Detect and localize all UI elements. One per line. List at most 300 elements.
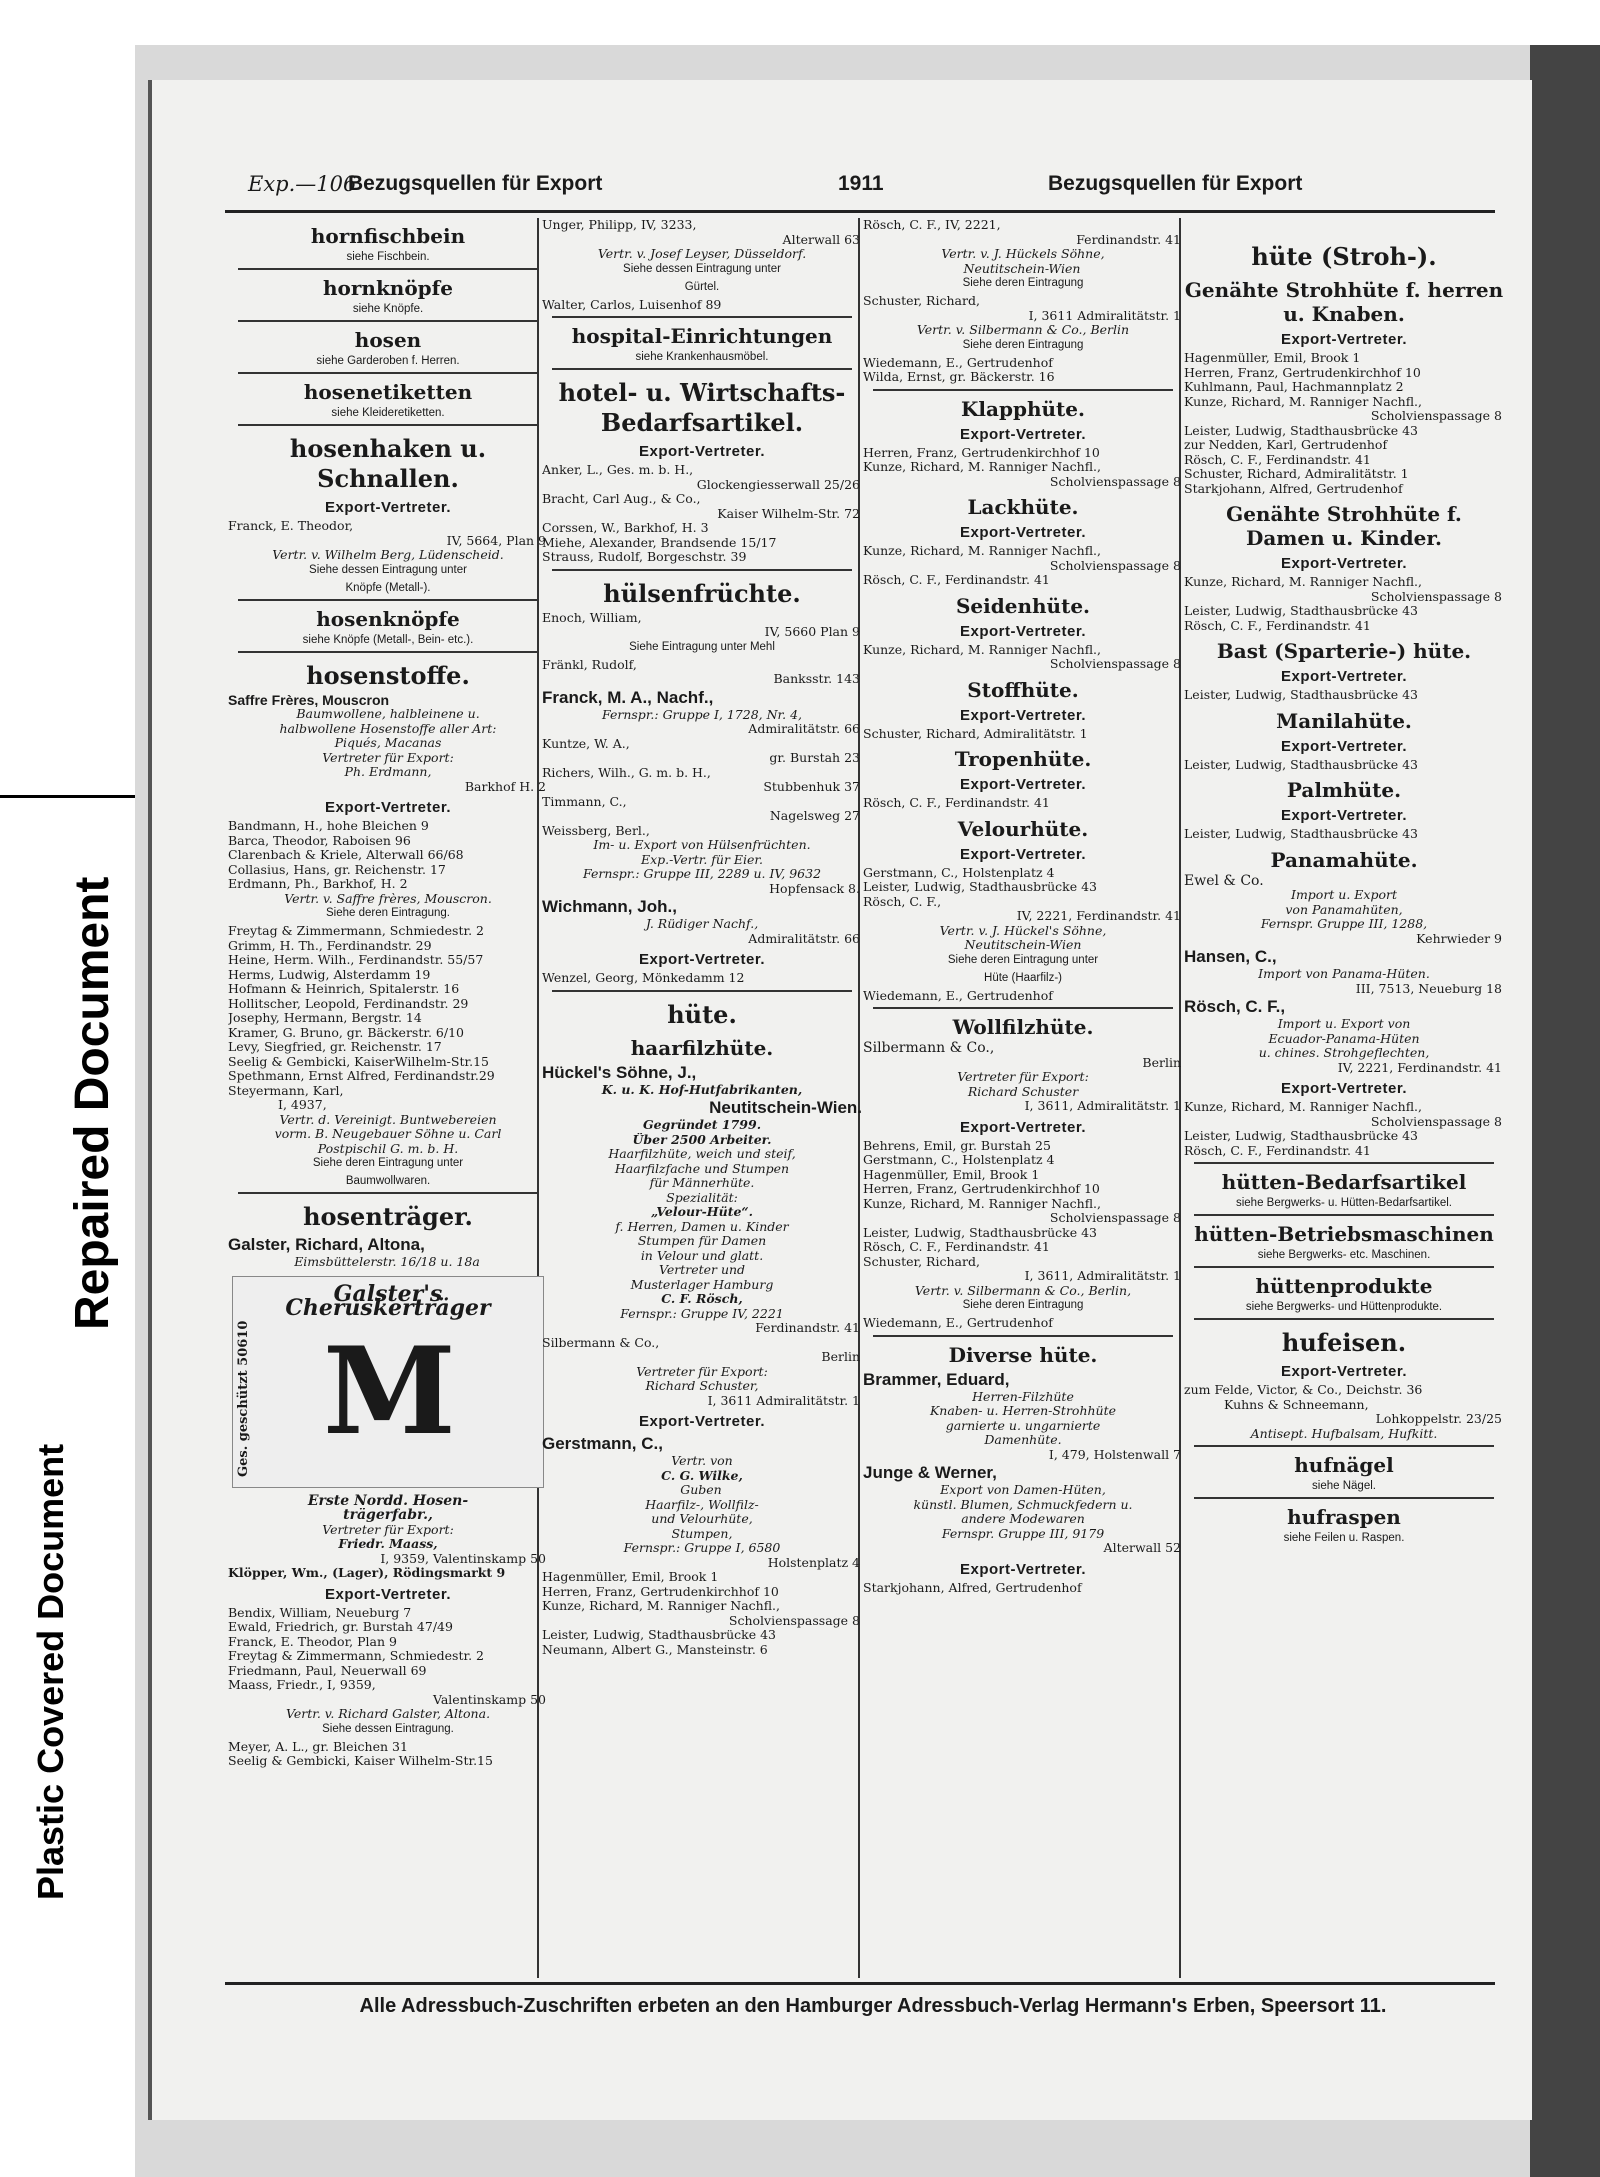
entry-line: Vertreter für Export: — [322, 750, 454, 765]
subheading: Export-Vertreter. — [1280, 1363, 1408, 1380]
entry-line: I, 9359, Valentinskamp 50 — [380, 1551, 546, 1566]
entry-line: Ph. Erdmann, — [344, 765, 432, 779]
entry-line: Rösch, C. F., IV, 2221, — [863, 218, 1001, 232]
entry-line: und Velourhüte, — [651, 1512, 753, 1526]
entry-line: Scholvienspassage 8 — [1370, 589, 1502, 604]
subheading: Export-Vertreter. — [959, 524, 1087, 541]
entry-line: Gerstmann, C., — [542, 1434, 663, 1453]
entry-line: Leister, Ludwig, Stadthausbrücke 43 — [863, 880, 1097, 894]
cross-reference: siehe Bergwerks- u. Hütten-Bedarfsartikel. — [1235, 1197, 1453, 1209]
entry-line: I, 3611 Admiralitätstr. 1 — [1028, 308, 1181, 323]
section-heading: Klapphüte. — [961, 396, 1085, 421]
entry-line: Behrens, Emil, gr. Burstah 25 — [863, 1138, 1051, 1153]
entry-line: Siehe dessen Eintragung unter — [623, 262, 781, 275]
section-heading: Velourhüte. — [957, 816, 1089, 841]
entry-line: Valentinskamp 50 — [432, 1692, 546, 1707]
entry-line: Siehe deren Eintragung unter — [947, 953, 1099, 966]
section-rule — [552, 316, 852, 318]
entry-line: Seelig & Gembicki, Kaiser Wilhelm-Str.15 — [228, 1754, 493, 1768]
section-heading: Tropenhüte. — [954, 747, 1092, 771]
entry-line: Vertr. von — [671, 1454, 733, 1468]
entry-line: Import u. Export von — [1277, 1017, 1411, 1031]
entry-line: Josephy, Hermann, Bergstr. 14 — [228, 1011, 422, 1025]
subheading: Export-Vertreter. — [959, 1118, 1087, 1136]
entry-line: Scholvienspassage 8 — [1370, 409, 1502, 423]
entry-line: Holstenplatz 4 — [767, 1555, 860, 1570]
entry-line: Kuhlmann, Paul, Hachmannplatz 2 — [1184, 380, 1404, 394]
section-rule — [1194, 1497, 1494, 1499]
entry-line: Leister, Ludwig, Stadthausbrücke 43 — [1184, 688, 1418, 702]
entry-line: Piqués, Macanas — [334, 736, 442, 750]
entry-line: Seelig & Gembicki, KaiserWilhelm-Str.15 — [228, 1054, 489, 1069]
entry-line: Scholvienspassage 8 — [1049, 558, 1181, 573]
header-title-left: Bezugsquellen für Export — [348, 172, 603, 195]
section-rule — [238, 1192, 538, 1194]
entry-line: Hückel's Söhne, J., — [542, 1062, 697, 1082]
entry-line: Kunze, Richard, M. Ranniger Nachfl., — [542, 1599, 781, 1613]
section-heading: hufnägel — [1294, 1453, 1394, 1477]
entry-line: Kunze, Richard, M. Ranniger Nachfl., — [1184, 575, 1423, 589]
entry-line: Silbermann & Co., — [863, 1041, 995, 1056]
cross-reference: siehe Krankenhausmöbel. — [635, 351, 769, 363]
entry-line: Leister, Ludwig, Stadthausbrücke 43 — [1184, 423, 1418, 438]
entry-line: Glockengiesserwall 25/26 — [696, 477, 860, 492]
cross-reference: siehe Garderoben f. Herren. — [316, 355, 460, 367]
cross-reference: siehe Kleideretiketten. — [331, 407, 445, 419]
entry-line: Unger, Philipp, IV, 3233, — [542, 218, 697, 232]
entry-line: Hagenmüller, Emil, Brook 1 — [542, 1570, 719, 1584]
entry-line: halbwollene Hosenstoffe aller Art: — [279, 721, 497, 736]
entry-line: Weissberg, Berl., — [542, 823, 650, 838]
section-heading: hosenhaken u. Schnallen. — [289, 434, 487, 493]
subheading: Export-Vertreter. — [1280, 555, 1408, 572]
entry-line: Neutitschein-Wien. — [709, 1098, 862, 1117]
entry-line: Strauss, Rudolf, Borgeschstr. 39 — [542, 550, 747, 564]
entry-line: Siehe dessen Eintragung unter — [309, 563, 467, 576]
entry-line: Saffre Frères, Mouscron — [228, 692, 390, 707]
section-rule — [238, 268, 538, 270]
entry-line: Berlin — [1142, 1055, 1181, 1070]
section-rule — [238, 651, 538, 653]
entry-line: Rösch, C. F., Ferdinandstr. 41 — [1184, 618, 1371, 633]
entry-line: Stumpen, — [671, 1526, 733, 1541]
section-heading: Stoffhüte. — [967, 677, 1079, 702]
entry-line: Baumwollwaren. — [345, 1175, 431, 1187]
entry-line: Kuntze, W. A., — [542, 736, 630, 751]
entry-line: Alterwall 63 — [782, 232, 860, 247]
entry-line: Bandmann, H., hohe Bleichen 9 — [228, 819, 429, 833]
entry-line: Schuster, Richard, — [863, 294, 980, 308]
entry-line: Anker, L., Ges. m. b. H., — [542, 463, 694, 477]
entry-line: Lohkoppelstr. 23/25 — [1375, 1412, 1502, 1426]
cross-reference: siehe Knöpfe. — [352, 303, 424, 315]
entry-line: für Männerhüte. — [649, 1176, 755, 1190]
section-heading: Manilahüte. — [1276, 708, 1412, 733]
entry-line: Eimsbüttelerstr. 16/18 u. 18a — [294, 1255, 480, 1269]
section-heading: hosenetiketten — [303, 380, 473, 404]
cross-reference: siehe Knöpfe (Metall-, Bein- etc.). — [302, 633, 474, 646]
entry-line: Richard Schuster — [967, 1084, 1079, 1099]
entry-line: Vertreter für Export: — [957, 1070, 1089, 1084]
entry-line: Herren, Franz, Gertrudenkirchhof 10 — [1184, 365, 1421, 380]
entry-line: Galster, Richard, Altona, — [228, 1235, 425, 1254]
section-heading: hornknöpfe — [322, 276, 453, 300]
entry-line: Franck, M. A., Nachf., — [542, 687, 714, 707]
entry-line: Silbermann & Co., — [542, 1335, 660, 1350]
entry-line: Hagenmüller, Emil, Brook 1 — [1184, 351, 1361, 365]
entry-line: Junge & Werner, — [863, 1463, 997, 1482]
entry-line: Bendix, William, Neueburg 7 — [228, 1605, 412, 1620]
entry-line: Levy, Siegfried, gr. Reichenstr. 17 — [228, 1040, 442, 1054]
entry-line: IV, 2221, Ferdinandstr. 41 — [1337, 1060, 1502, 1075]
entry-line: Siehe deren Eintragung unter — [312, 1157, 464, 1169]
entry-line: Export von Damen-Hüten, — [940, 1483, 1106, 1497]
entry-line: Haarfilzfache und Stumpen — [614, 1161, 790, 1176]
entry-line: andere Modewaren — [961, 1512, 1085, 1526]
entry-line: Rösch, C. F., Ferdinandstr. 41 — [1184, 452, 1371, 467]
section-heading: hosenstoffe. — [306, 660, 470, 690]
entry-line: Kaiser Wilhelm-Str. 72 — [717, 506, 860, 521]
entry-line: Meyer, A. L., gr. Bleichen 31 — [228, 1739, 408, 1754]
header-title-right: Bezugsquellen für Export — [1048, 172, 1303, 195]
entry-line: Kunze, Richard, M. Ranniger Nachfl., — [1184, 1100, 1423, 1114]
subheading: Export-Vertreter. — [959, 425, 1087, 443]
entry-line: Hopfensack 8. — [769, 881, 860, 896]
entry-line: Miehe, Alexander, Brandsende 15/17 — [542, 535, 777, 550]
section-rule — [1194, 1162, 1494, 1164]
subheading: Export-Vertreter. — [1280, 1080, 1408, 1097]
page-number: Exp.—106 — [248, 172, 357, 196]
section-rule — [873, 1007, 1173, 1009]
entry-line: Starkjohann, Alfred, Gertrudenhof — [863, 1580, 1082, 1595]
entry-line: Vertr. v. Silbermann & Co., Berlin — [916, 323, 1130, 337]
section-heading: haarfilzhüte. — [630, 1035, 774, 1060]
section-heading: hosenträger. — [303, 1202, 473, 1231]
subheading: Export-Vertreter. — [959, 776, 1087, 793]
subheading: Export-Vertreter. — [638, 951, 766, 968]
entry-line: Freytag & Zimmermann, Schmiedestr. 2 — [228, 924, 484, 938]
entry-line: Über 2500 Arbeiter. — [632, 1132, 772, 1147]
entry-line: Herren, Franz, Gertrudenkirchhof 10 — [863, 445, 1100, 460]
entry-line: Enoch, William, — [542, 610, 642, 625]
entry-line: Scholvienspassage 8 — [1049, 474, 1181, 489]
entry-line: Siehe deren Eintragung — [962, 338, 1084, 351]
entry-line: Leister, Ludwig, Stadthausbrücke 43 — [1184, 604, 1418, 618]
entry-line: Spethmann, Ernst Alfred, Ferdinandstr.29 — [228, 1069, 495, 1083]
page-footer: Alle Adressbuch-Zuschriften erbeten an den Hamburger Adressbuch-Verlag Hermann's Erben, Speersort 11. — [359, 1995, 1387, 2017]
entry-line: Wiedemann, E., Gertrudenhof — [863, 355, 1053, 370]
entry-line: Baumwollene, halbleinene u. — [296, 707, 480, 721]
entry-line: Guben — [680, 1483, 722, 1497]
section-heading: Genähte Strohhüte f. herren u. Knaben. — [1184, 278, 1504, 326]
subheading: Export-Vertreter. — [638, 443, 766, 460]
entry-line: Wiedemann, E., Gertrudenhof — [863, 988, 1053, 1003]
subheading: Export-Vertreter. — [638, 1413, 766, 1430]
section-heading: hütten-Bedarfsartikel — [1221, 1170, 1467, 1194]
entry-line: Hofmann & Heinrich, Spitalerstr. 16 — [228, 982, 460, 996]
entry-line: Berlin — [821, 1350, 860, 1364]
column-2 — [542, 218, 862, 1978]
header-rule — [225, 210, 1495, 213]
page-header — [248, 172, 1492, 202]
entry-line: Rösch, C. F., Ferdinandstr. 41 — [863, 573, 1050, 587]
entry-line: Ecuador-Panama-Hüten — [1268, 1031, 1420, 1046]
entry-line: J. Rüdiger Nachf., — [645, 917, 759, 931]
section-heading: hüttenprodukte — [1255, 1274, 1433, 1298]
entry-line: I, 3611, Admiralitätstr. 1 — [1024, 1099, 1181, 1113]
section-heading: Wollfilzhüte. — [952, 1015, 1094, 1039]
entry-line: Siehe deren Eintragung — [962, 1299, 1084, 1311]
entry-line: Kuhns & Schneemann, — [1224, 1397, 1369, 1412]
entry-line: Gürtel. — [684, 280, 720, 293]
entry-line: Hagenmüller, Emil, Brook 1 — [863, 1167, 1040, 1182]
entry-line: Damenhüte. — [984, 1433, 1062, 1447]
subheading: Export-Vertreter. — [324, 499, 452, 516]
entry-line: Corssen, W., Barkhof, H. 3 — [542, 521, 709, 535]
entry-line: Leister, Ludwig, Stadthausbrücke 43 — [1184, 1129, 1418, 1143]
entry-line: Fernspr.: Gruppe I, 6580 — [623, 1541, 781, 1555]
entry-line: gr. Burstah 23 — [769, 751, 860, 765]
section-rule — [1194, 1318, 1494, 1320]
entry-line: vorm. B. Neugebauer Söhne u. Carl — [274, 1127, 502, 1141]
subheading: Export-Vertreter. — [1280, 737, 1408, 755]
entry-line: Schuster, Richard, — [863, 1254, 980, 1269]
entry-line: Vertr. v. Wilhelm Berg, Lüdenscheid. — [272, 548, 504, 562]
repaired-document-label: Repaired Document — [66, 876, 119, 1330]
annotation-sidebar — [0, 0, 135, 2177]
entry-line: Leister, Ludwig, Stadthausbrücke 43 — [1184, 827, 1418, 841]
entry-line: Fernspr. Gruppe III, 9179 — [941, 1526, 1105, 1541]
entry-line: Rösch, C. F., Ferdinandstr. 41 — [863, 796, 1050, 810]
subheading: Export-Vertreter. — [959, 622, 1087, 640]
subheading: Export-Vertreter. — [324, 799, 452, 816]
entry-line: Fernspr.: Gruppe III, 2289 u. IV, 9632 — [582, 867, 822, 881]
entry-line: Walter, Carlos, Luisenhof 89 — [542, 297, 722, 312]
entry-line: Richard Schuster, — [645, 1379, 759, 1393]
scan-edge — [1530, 45, 1600, 2177]
section-rule — [238, 424, 538, 426]
entry-line: Haarfilz-, Wollfilz- — [645, 1497, 759, 1512]
section-heading: Palmhüte. — [1286, 778, 1402, 802]
entry-line: Vertr. v. Silbermann & Co., Berlin, — [914, 1283, 1132, 1298]
entry-line: garnierte u. ungarnierte — [945, 1418, 1101, 1433]
entry-line: Siehe dessen Eintragung. — [322, 1722, 454, 1735]
entry-line: „Velour-Hüte“. — [651, 1205, 753, 1219]
section-heading: hospital-Einrichtungen — [571, 324, 833, 348]
entry-line: Exp.-Vertr. für Eier. — [640, 852, 763, 867]
entry-line: Franck, E. Theodor, — [228, 519, 354, 533]
entry-line: Fernspr. Gruppe III, 1288, — [1260, 917, 1428, 931]
entry-line: Rösch, C. F., — [1184, 997, 1286, 1016]
entry-line: IV, 5664, Plan 9 — [446, 533, 546, 548]
section-heading: hornfischbein — [310, 224, 466, 248]
entry-line: Ewel & Co. — [1184, 873, 1264, 888]
entry-line: Admiralitätstr. 66 — [748, 931, 860, 946]
entry-line: Scholvienspassage 8 — [1049, 1211, 1181, 1225]
section-rule — [238, 372, 538, 374]
entry-line: IV, 5660 Plan 9 — [764, 625, 860, 639]
section-heading: hufeisen. — [1281, 1328, 1407, 1357]
entry-line: Kunze, Richard, M. Ranniger Nachfl., — [1184, 394, 1423, 409]
entry-line: Grimm, H. Th., Ferdinandstr. 29 — [228, 938, 432, 953]
entry-line: Hüte (Haarfilz-) — [984, 971, 1062, 984]
entry-line: Starkjohann, Alfred, Gertrudenhof — [1184, 481, 1403, 496]
section-rule — [873, 389, 1173, 391]
entry-line: Herren-Filzhüte — [972, 1389, 1074, 1404]
entry-line: Admiralitätstr. 66 — [748, 722, 860, 736]
entry-line: Vertr. v. Josef Leyser, Düsseldorf. — [597, 247, 807, 261]
entry-line: Maass, Friedr., I, 9359, — [228, 1678, 376, 1692]
entry-line: Leister, Ludwig, Stadthausbrücke 43 — [542, 1628, 776, 1642]
ad-suspender-graphic: M — [323, 1320, 456, 1462]
cross-reference: siehe Fischbein. — [346, 251, 430, 263]
entry-line: Leister, Ludwig, Stadthausbrücke 43 — [1184, 757, 1418, 772]
entry-line: Franck, E. Theodor, Plan 9 — [228, 1634, 397, 1649]
entry-line: Haarfilzhüte, weich und steif, — [608, 1147, 796, 1161]
entry-line: Freytag & Zimmermann, Schmiedestr. 2 — [228, 1649, 484, 1663]
entry-line: Fernspr.: Gruppe I, 1728, Nr. 4, — [601, 707, 803, 722]
entry-line: Brammer, Eduard, — [863, 1369, 1010, 1389]
entry-line: Fernspr.: Gruppe IV, 2221 — [620, 1306, 784, 1321]
subheading: Export-Vertreter. — [959, 1560, 1087, 1578]
entry-line: zum Felde, Victor, & Co., Deichstr. 36 — [1184, 1383, 1423, 1397]
entry-line: Fränkl, Rudolf, — [542, 657, 637, 672]
entry-line: Richers, Wilh., G. m. b. H., — [542, 765, 711, 780]
section-heading: hosen — [354, 328, 422, 352]
entry-line: künstl. Blumen, Schmuckfedern u. — [913, 1497, 1133, 1512]
advertisement-image — [232, 1276, 544, 1488]
subheading: Export-Vertreter. — [1280, 668, 1408, 685]
entry-line: Scholvienspassage 8 — [728, 1613, 860, 1628]
subheading: Export-Vertreter. — [1280, 331, 1408, 348]
entry-line: Musterlager Hamburg — [630, 1277, 774, 1292]
section-rule — [1194, 1445, 1494, 1447]
entry-line: zur Nedden, Karl, Gertrudenhof — [1184, 438, 1388, 452]
entry-line: Ferdinandstr. 41 — [755, 1321, 860, 1335]
entry-line: Vertr. v. J. Hückel's Söhne, — [939, 923, 1107, 938]
column-4 — [1184, 218, 1504, 1978]
entry-line: Siehe Eintragung unter Mehl — [629, 640, 775, 653]
entry-line: Gerstmann, C., Holstenplatz 4 — [863, 865, 1055, 880]
entry-line: Wiedemann, E., Gertrudenhof — [863, 1316, 1053, 1330]
section-heading: Lackhüte. — [967, 495, 1079, 519]
section-heading: hufraspen — [1287, 1505, 1401, 1529]
ad-title: Galster's Cheruskerträger — [285, 1280, 491, 1321]
cross-reference: siehe Feilen u. Raspen. — [1283, 1532, 1405, 1544]
entry-line: Gerstmann, C., Holstenplatz 4 — [863, 1153, 1055, 1167]
entry-line: trägerfabr., — [343, 1508, 433, 1523]
entry-line: Postpischil G. m. b. H. — [317, 1141, 459, 1156]
entry-line: Antisept. Hufbalsam, Hufkitt. — [1250, 1426, 1438, 1441]
section-heading: hütten-Betriebsmaschinen — [1194, 1222, 1494, 1246]
entry-line: Schuster, Richard, Admiralitätstr. 1 — [1184, 467, 1409, 481]
entry-line: Neutitschein-Wien — [964, 938, 1082, 952]
entry-line: Rösch, C. F., — [863, 894, 942, 909]
entry-line: Herren, Franz, Gertrudenkirchhof 10 — [863, 1182, 1100, 1196]
sidebar-divider — [0, 795, 135, 798]
entry-line: I, 479, Holstenwall 7 — [1048, 1447, 1181, 1462]
entry-line: Vertr. v. Richard Galster, Altona. — [285, 1707, 491, 1721]
entry-line: Hollitscher, Leopold, Ferdinandstr. 29 — [228, 996, 469, 1011]
entry-line: Neumann, Albert G., Mansteinstr. 6 — [542, 1642, 768, 1657]
section-rule — [238, 599, 538, 601]
entry-line: Knöpfe (Metall-). — [345, 581, 431, 594]
cross-reference: siehe Bergwerks- und Hüttenprodukte. — [1245, 1301, 1443, 1313]
column-3 — [863, 218, 1183, 1978]
section-rule — [238, 320, 538, 322]
entry-line: in Velour und glatt. — [640, 1248, 764, 1263]
entry-line: C. G. Wilke, — [661, 1468, 743, 1483]
section-heading: hotel- u. Wirtschafts-Bedarfsartikel. — [558, 378, 846, 437]
section-heading: hülsenfrüchte. — [603, 578, 801, 608]
entry-line: Vertr. v. Saffre frères, Mouscron. — [284, 891, 492, 906]
subheading: Export-Vertreter. — [959, 706, 1087, 724]
column-1 — [228, 218, 548, 1978]
entry-line: Import u. Export — [1291, 888, 1397, 902]
entry-line: Barca, Theodor, Raboisen 96 — [228, 833, 411, 848]
cross-reference: siehe Nägel. — [1312, 1480, 1376, 1492]
subheading: Export-Vertreter. — [959, 845, 1087, 863]
section-rule — [552, 990, 852, 992]
entry-line: Vertreter für Export: — [322, 1522, 454, 1537]
entry-line: IV, 2221, Ferdinandstr. 41 — [1016, 909, 1181, 923]
entry-line: III, 7513, Neueburg 18 — [1355, 981, 1502, 996]
entry-line: u. chines. Strohgeflechten, — [1258, 1046, 1430, 1060]
subheading: Export-Vertreter. — [324, 1585, 452, 1603]
entry-line: Neutitschein-Wien — [963, 261, 1081, 276]
section-heading: Seidenhüte. — [955, 593, 1091, 618]
entry-line: I, 4937, — [278, 1098, 327, 1112]
entry-line: Clarenbach & Kriele, Alterwall 66/68 — [228, 848, 464, 862]
entry-line: Herms, Ludwig, Alsterdamm 19 — [228, 967, 431, 982]
section-rule — [873, 1335, 1173, 1337]
entry-line: Bracht, Carl Aug., & Co., — [542, 492, 701, 506]
entry-line: Nagelsweg 27 — [769, 809, 860, 823]
entry-line: Im- u. Export von Hülsenfrüchten. — [593, 838, 811, 852]
entry-line: Import von Panama-Hüten. — [1258, 967, 1430, 981]
entry-line: Siehe deren Eintragung. — [325, 907, 451, 919]
entry-line: Ewald, Friedrich, gr. Burstah 47/49 — [228, 1620, 453, 1634]
entry-line: Collasius, Hans, gr. Reichenstr. 17 — [228, 862, 446, 877]
section-heading: hosenknöpfe — [316, 606, 460, 631]
cross-reference: siehe Bergwerks- etc. Maschinen. — [1257, 1249, 1431, 1261]
section-heading: Panamahüte. — [1270, 847, 1418, 872]
entry-line: Ferdinandstr. 41 — [1076, 232, 1181, 247]
entry-line: Timmann, C., — [542, 794, 627, 809]
entry-line: Wichmann, Joh., — [542, 897, 677, 916]
entry-line: Scholvienspassage 8 — [1049, 657, 1181, 671]
entry-line: Kunze, Richard, M. Ranniger Nachfl., — [863, 544, 1102, 558]
entry-line: Steyermann, Karl, — [228, 1083, 344, 1098]
section-rule — [552, 569, 852, 571]
entry-line: Erste Nordd. Hosen- — [307, 1493, 469, 1508]
ad-patent-note: Ges. geschützt 50610 — [236, 1320, 251, 1477]
entry-line: Vertr. d. Vereinigt. Buntwebereien — [279, 1112, 497, 1127]
plastic-covered-label: Plastic Covered Document — [30, 1443, 71, 1900]
section-rule — [1194, 1214, 1494, 1216]
header-year: 1911 — [838, 172, 884, 195]
entry-line: Vertr. v. J. Hückels Söhne, — [941, 247, 1105, 261]
entry-line: Heine, Herm. Wilh., Ferdinandstr. 55/57 — [228, 953, 484, 967]
entry-line: von Panamahüten, — [1285, 902, 1403, 917]
subheading: Export-Vertreter. — [1280, 807, 1408, 824]
section-heading: hüte. — [667, 999, 737, 1029]
entry-line: Stubbenhuk 37 — [763, 780, 860, 794]
section-heading: Genähte Strohhüte f. Damen u. Kinder. — [1226, 502, 1462, 550]
entry-line: Kunze, Richard, M. Ranniger Nachfl., — [863, 460, 1102, 474]
section-heading: Diverse hüte. — [948, 1342, 1098, 1367]
entry-line: Kramer, G. Bruno, gr. Bäckerstr. 6/10 — [228, 1025, 464, 1040]
